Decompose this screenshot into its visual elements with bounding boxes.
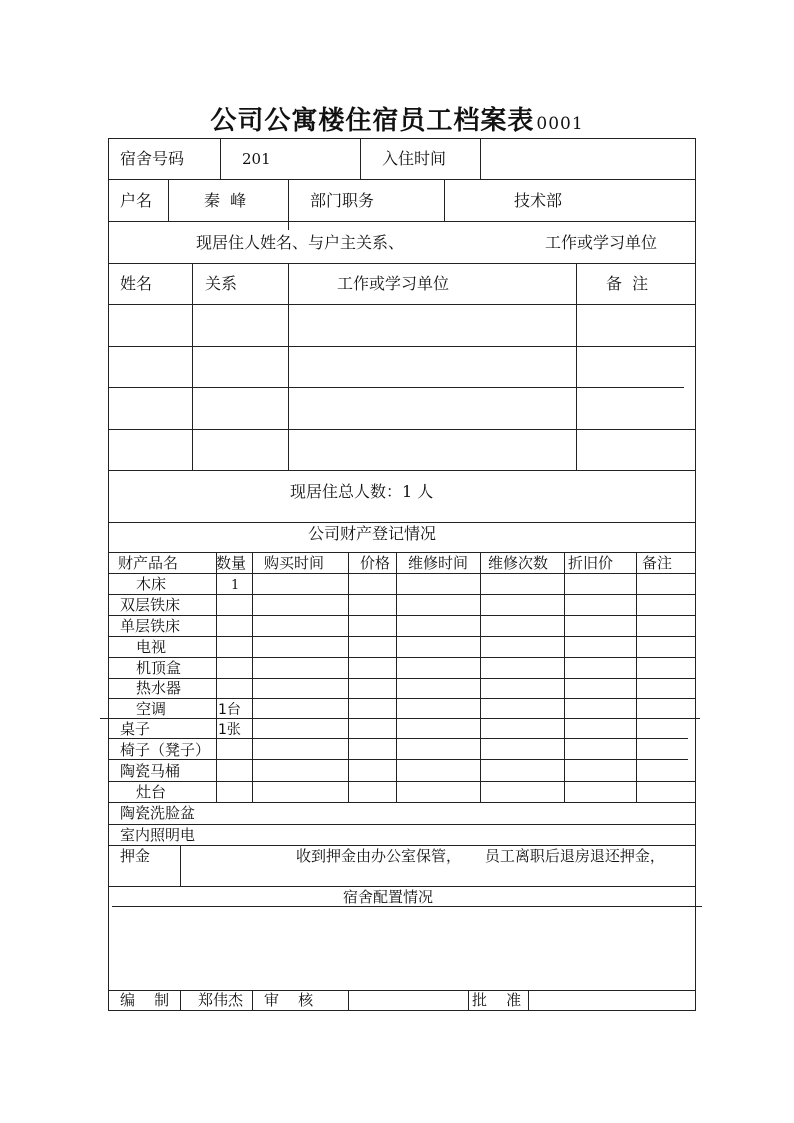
total-residents-value: 1	[402, 482, 413, 501]
dorm-number-value: 201	[242, 150, 271, 168]
table-row	[108, 824, 696, 825]
col-header-name: 姓名	[120, 274, 153, 293]
row-divider	[108, 263, 696, 264]
col-divider	[220, 138, 221, 179]
property-col-name: 财产品名	[118, 554, 179, 572]
property-item-name: 桌子	[120, 720, 151, 738]
col-divider	[396, 552, 397, 802]
property-item-name: 椅子（凳子）	[120, 741, 211, 759]
household-label: 户名	[120, 191, 153, 210]
table-row	[108, 429, 696, 430]
property-item-name: 电视	[136, 638, 167, 656]
total-residents-unit: 人	[417, 482, 434, 501]
property-col-repair-time: 维修时间	[408, 554, 469, 572]
col-divider	[180, 990, 181, 1011]
property-extra-row: 室内照明电	[120, 826, 196, 844]
table-row	[108, 759, 688, 760]
property-col-depreciation: 折旧价	[568, 554, 614, 572]
row-divider	[108, 304, 696, 305]
table-row	[108, 594, 696, 595]
compiled-by-label: 编 制	[120, 991, 170, 1009]
col-header-work-unit: 工作或学习单位	[337, 274, 450, 293]
col-divider	[192, 263, 193, 470]
checkin-time-label: 入住时间	[382, 149, 447, 168]
col-divider	[480, 552, 481, 802]
deposit-text: 收到押金由办公室保管， 员工离职后退房退还押金，	[296, 847, 665, 865]
col-divider	[468, 990, 469, 1011]
reviewed-by-label: 审 核	[264, 991, 314, 1009]
property-item-name: 机顶盒	[136, 659, 182, 677]
page-title	[0, 100, 794, 137]
col-divider	[288, 179, 289, 230]
department-value: 技术部	[514, 191, 563, 210]
archive-form-table	[108, 138, 696, 1011]
table-row	[108, 657, 696, 658]
department-label: 部门职务	[310, 191, 375, 210]
col-divider	[288, 263, 289, 470]
col-divider	[636, 552, 637, 802]
property-extra-row: 陶瓷洗脸盆	[120, 804, 196, 822]
table-row	[108, 615, 696, 616]
row-divider	[108, 221, 696, 222]
property-item-qty: 1张	[218, 722, 241, 738]
property-item-name: 双层铁床	[120, 596, 181, 614]
table-row	[108, 636, 696, 637]
col-divider	[252, 552, 253, 802]
property-col-purchase-time: 购买时间	[264, 554, 325, 572]
col-divider	[480, 138, 481, 179]
row-divider	[112, 906, 702, 907]
table-row	[108, 845, 696, 846]
residents-section-title: 现居住人姓名、与户主关系、	[196, 233, 405, 252]
config-section-title: 宿舍配置情况	[343, 888, 434, 906]
property-item-qty: 1	[231, 578, 240, 593]
row-divider	[108, 990, 696, 991]
table-row	[108, 470, 696, 471]
col-header-remarks: 备 注	[606, 274, 649, 293]
property-section-title: 公司财产登记情况	[308, 524, 437, 543]
row-divider	[108, 552, 696, 553]
col-header-relation: 关系	[205, 274, 238, 293]
total-residents	[290, 484, 433, 500]
compiled-by-value: 郑伟杰	[198, 991, 244, 1009]
table-row	[108, 738, 688, 739]
col-divider	[360, 138, 361, 179]
property-item-name: 木床	[136, 575, 167, 593]
col-divider	[348, 552, 349, 802]
property-col-remarks: 备注	[642, 554, 673, 572]
table-row	[108, 802, 696, 803]
col-divider	[564, 552, 565, 802]
table-row	[108, 678, 696, 679]
table-row	[108, 387, 684, 388]
property-item-name: 空调	[136, 700, 167, 718]
property-col-repair-count: 维修次数	[488, 554, 549, 572]
total-residents-label: 现居住总人数：	[290, 482, 403, 501]
col-divider	[252, 990, 253, 1011]
deposit-label: 押金	[120, 847, 151, 865]
approved-by-label: 批 准	[472, 991, 522, 1009]
property-item-qty: 1台	[218, 702, 241, 718]
col-divider	[528, 990, 529, 1011]
form-number: 0001	[536, 114, 584, 134]
property-col-qty: 数量	[216, 554, 247, 572]
col-divider	[216, 552, 217, 802]
col-divider	[180, 845, 181, 886]
property-item-name: 单层铁床	[120, 617, 181, 635]
col-divider	[444, 179, 445, 221]
table-row	[100, 718, 700, 719]
property-col-price: 价格	[360, 554, 391, 572]
property-item-name: 热水器	[136, 679, 182, 697]
row-divider	[108, 886, 696, 887]
household-value: 秦 峰	[204, 191, 247, 210]
col-divider	[168, 179, 169, 221]
table-row	[108, 781, 696, 782]
table-row	[108, 346, 696, 347]
property-item-name: 陶瓷马桶	[120, 762, 181, 780]
row-divider	[108, 179, 696, 180]
residents-section-title-right: 工作或学习单位	[545, 233, 658, 252]
table-row	[108, 698, 696, 699]
row-divider	[108, 573, 696, 574]
row-divider	[108, 522, 696, 523]
title-main: 公司公寓楼住宿员工档案表	[210, 106, 535, 136]
col-divider	[576, 263, 577, 470]
col-divider	[348, 990, 349, 1011]
dorm-number-label: 宿舍号码	[120, 149, 185, 168]
property-item-name: 灶台	[136, 783, 167, 801]
